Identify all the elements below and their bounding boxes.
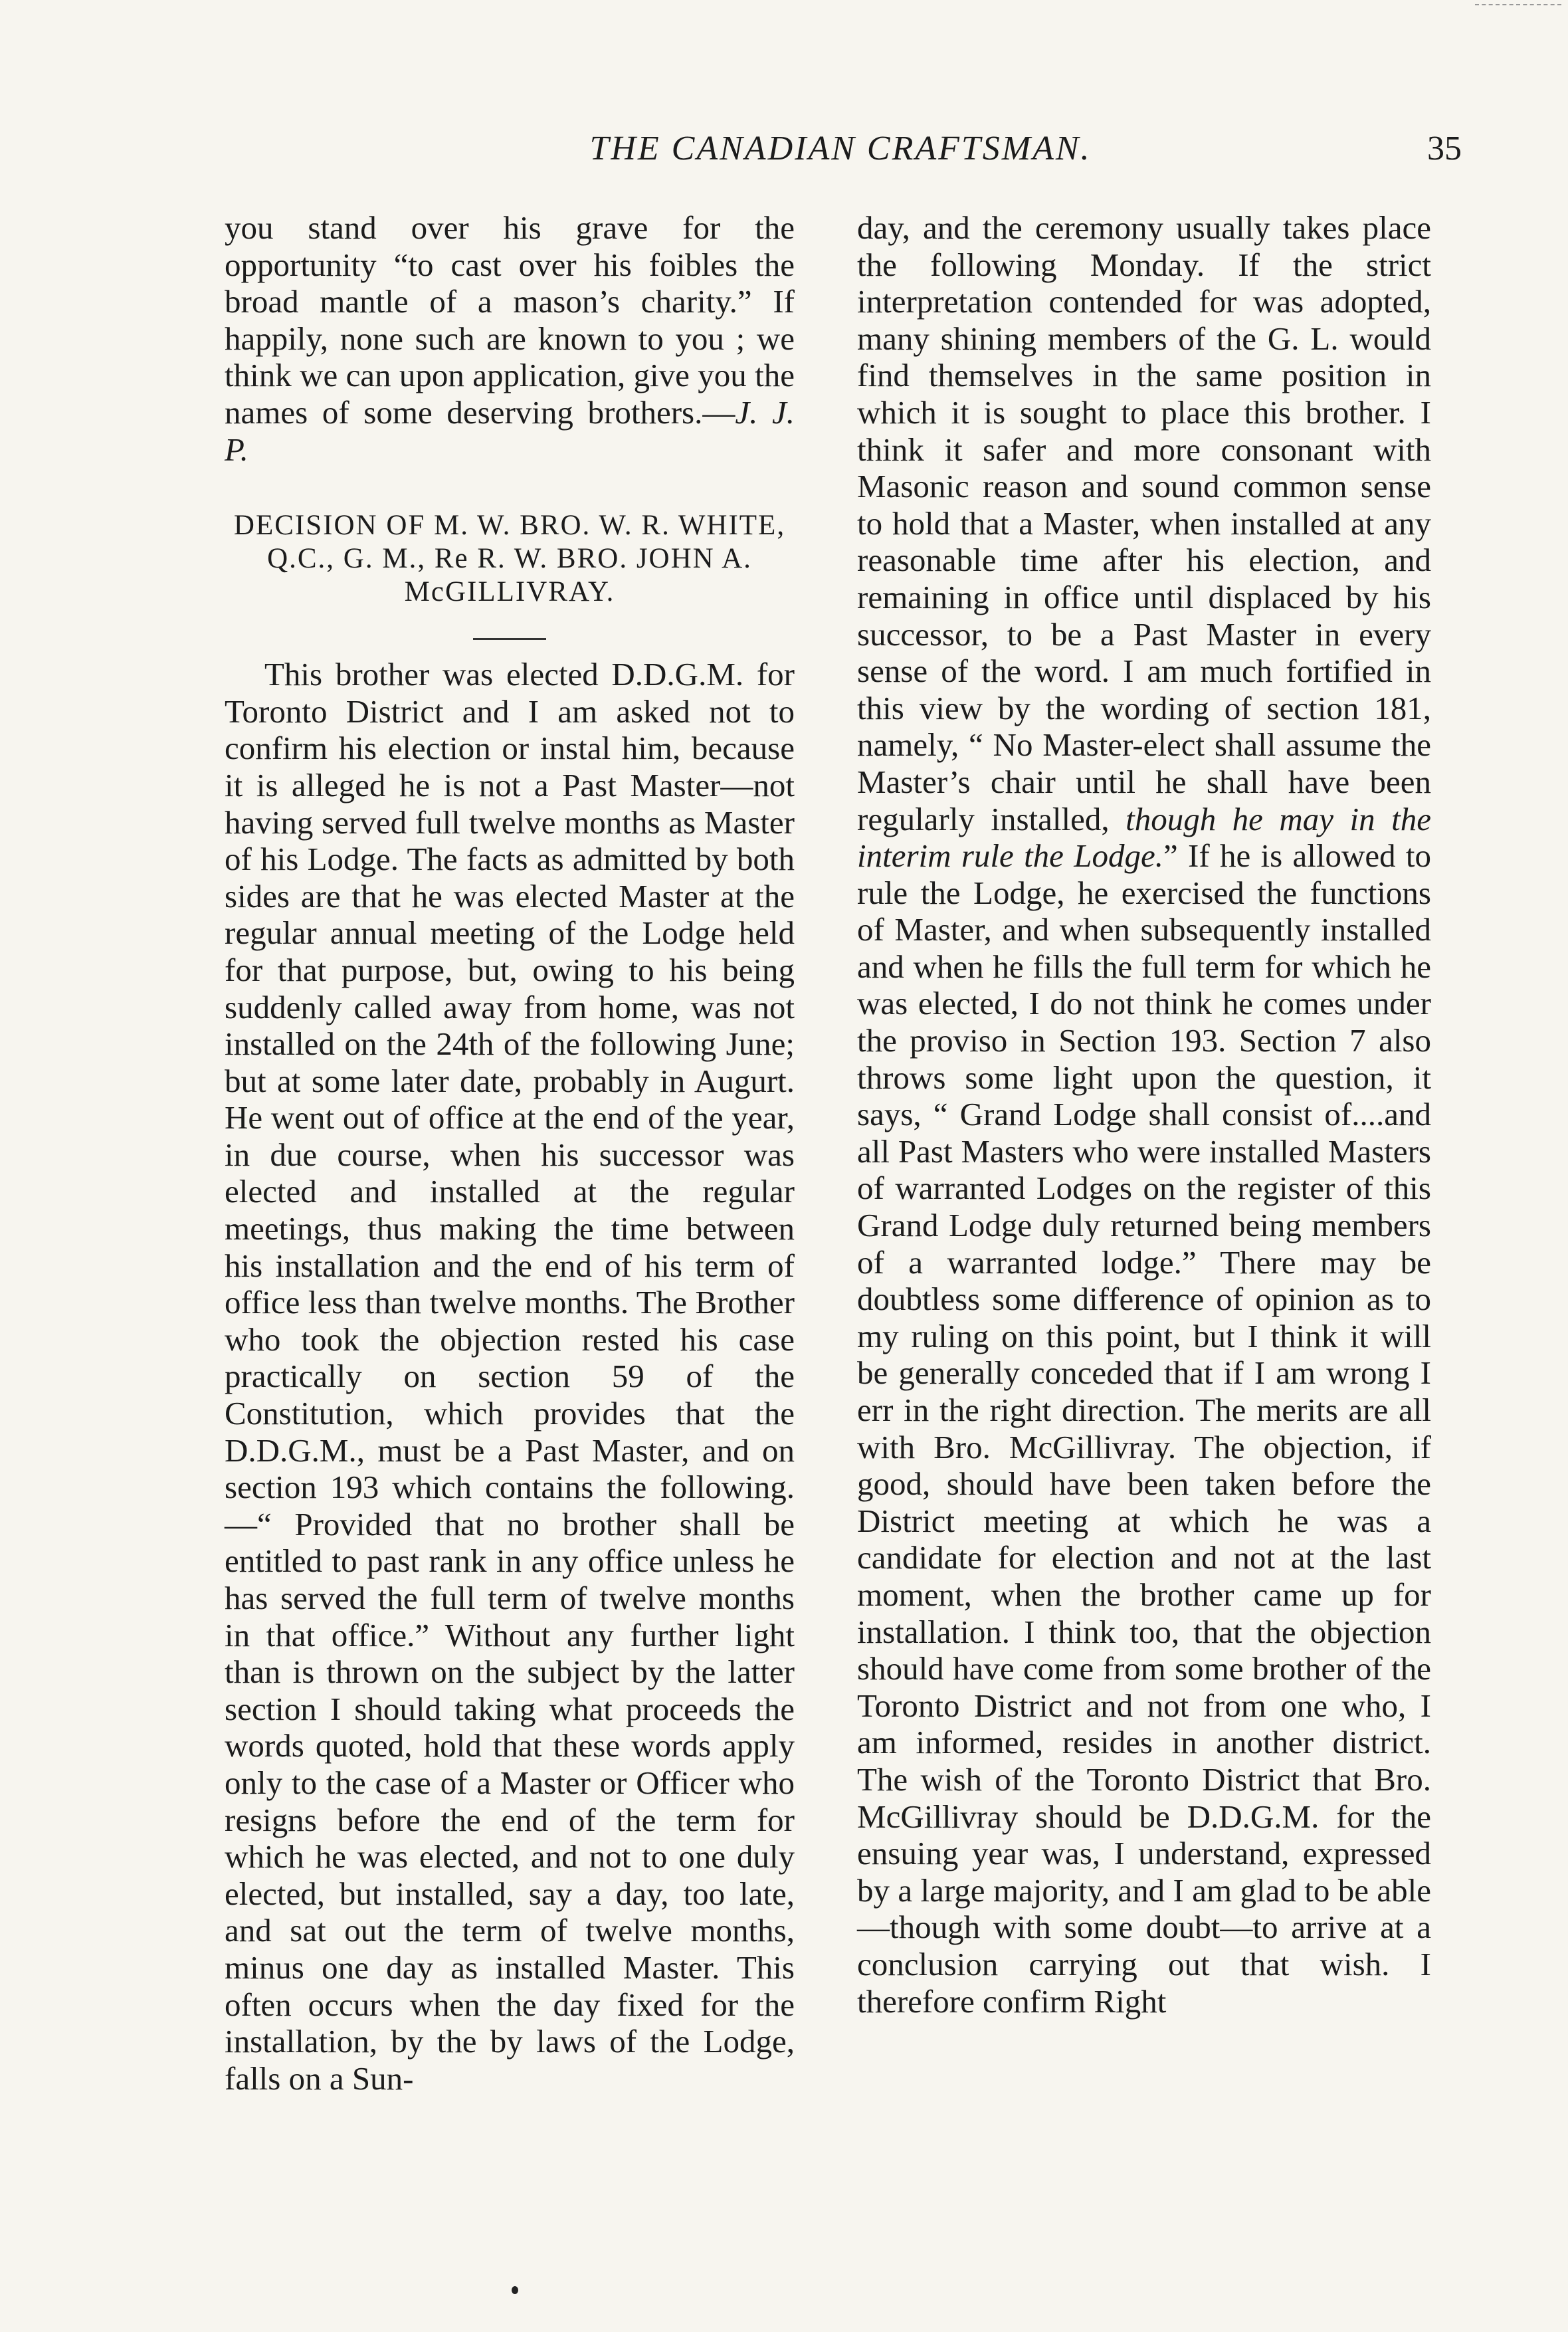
page-header	[219, 126, 1462, 179]
paragraph-continued-text: day, and the ceremony usually takes place the following Monday. If the strict interpretation contended for was adopted, many shining members of the G. L. would find themselves in the same position in which it is sought to place this brother. I think it safer and more consonant with Masonic reason and sound common sense to hold that a Master, when installed at any reasonable time after his election, and remaining in office until displaced by his successor, to be a Past Master in every sense of the word. I am much fortified in this view by the wording of section 181, namely, “ No Master-elect shall assume the Master’s chair until he shall have been regularly installed,	[857, 209, 1431, 837]
article-heading: DECISION OF M. W. BRO. W. R. WHITE, Q.C., G. M., Re R. W. BRO. JOHN A. McGILLIVRAY.	[233, 510, 786, 608]
footer-ornament	[512, 2286, 518, 2294]
paragraph-opening	[225, 209, 795, 468]
paragraph-continued	[857, 209, 1431, 2020]
paragraph-continued-tail: ” If he is allowed to rule the Lodge, he exercised the functions of Master, and when subsequently installed and when he fills the full term for which he was elected, I do not think he comes under the proviso in Section 193. Section 7 also throws some light upon the question, it says, “ Grand Lodge shall consist of....and all Past Masters who were installed Masters of warranted Lodges on the register of this Grand Lodge duly returned being members of a warranted lodge.” There may be doubtless some difference of opinion as to my ruling on this point, but I think it will be generally conceded that if I am wrong I err in the right direction. The merits are all with Bro. McGillivray. The objection, if good, should have been taken before the District meeting at which he was a candidate for election and not at the last moment, when the brother came up for installation. I think too, that the objection should have come from some brother of the Toronto District and not from one who, I am informed, resides in another district. The wish of the Toronto District that Bro. McGillivray should be D.D.G.M. for the ensuing year was, I understand, expressed by a large majority, and I am glad to be able—though with some doubt—to arrive at a conclusion carrying out that wish. I therefore confirm Right	[857, 837, 1431, 2020]
running-title: THE CANADIAN CRAFTSMAN.	[589, 130, 1092, 167]
left-column	[225, 209, 795, 2097]
paragraph-opening-text: you stand over his grave for the opportunity “to cast over his foibles the broad mantle of a mason’s charity.” If happily, none such are known to you ; we think we can upon application, give you the names of some deserving brothers.—	[225, 209, 795, 431]
right-column	[857, 209, 1431, 2020]
page-number: 35	[1427, 130, 1462, 167]
author-signature: J. J. P.	[225, 393, 795, 468]
paragraph-decision: This brother was elected D.D.G.M. for Toronto District and I am asked not to confirm his election or instal him, because it is alleged he is not a Past Master—not having served full twelve months as Master of his Lodge. The facts as admitted by both sides are that he was elected Master at the regular annual meeting of the Lodge held for that purpose, but, owing to his being suddenly called away from home, was not installed on the 24th of the following June; but at some later date, probably in Augurt. He went out of office at the end of the year, in due course, when his successor was elected and installed at the regular meetings, thus making the time between his installation and the end of his term of office less than twelve months. The Brother who took the objection rested his case practically on section 59 of the Constitution, which provides that the D.D.G.M., must be a Past Master, and on section 193 which contains the following.—“ Provided that no brother shall be entitled to past rank in any office unless he has served the full term of twelve months in that office.” Without any further light than is thrown on the subject by the latter section I should taking what proceeds the words quoted, hold that these words apply only to the case of a Master or Officer who resigns before the end of the term for which he was elected, and not to one duly elected, but installed, say a day, too late, and sat out the term of twelve months, minus one day as installed Master. This often occurs when the day fixed for the installation, by the by laws of the Lodge, falls on a Sun-	[225, 656, 795, 2097]
heading-rule	[473, 638, 546, 640]
scan-artifact	[1475, 4, 1561, 5]
italic-quotation: though he may in the interim rule the Lodge.	[857, 800, 1431, 875]
